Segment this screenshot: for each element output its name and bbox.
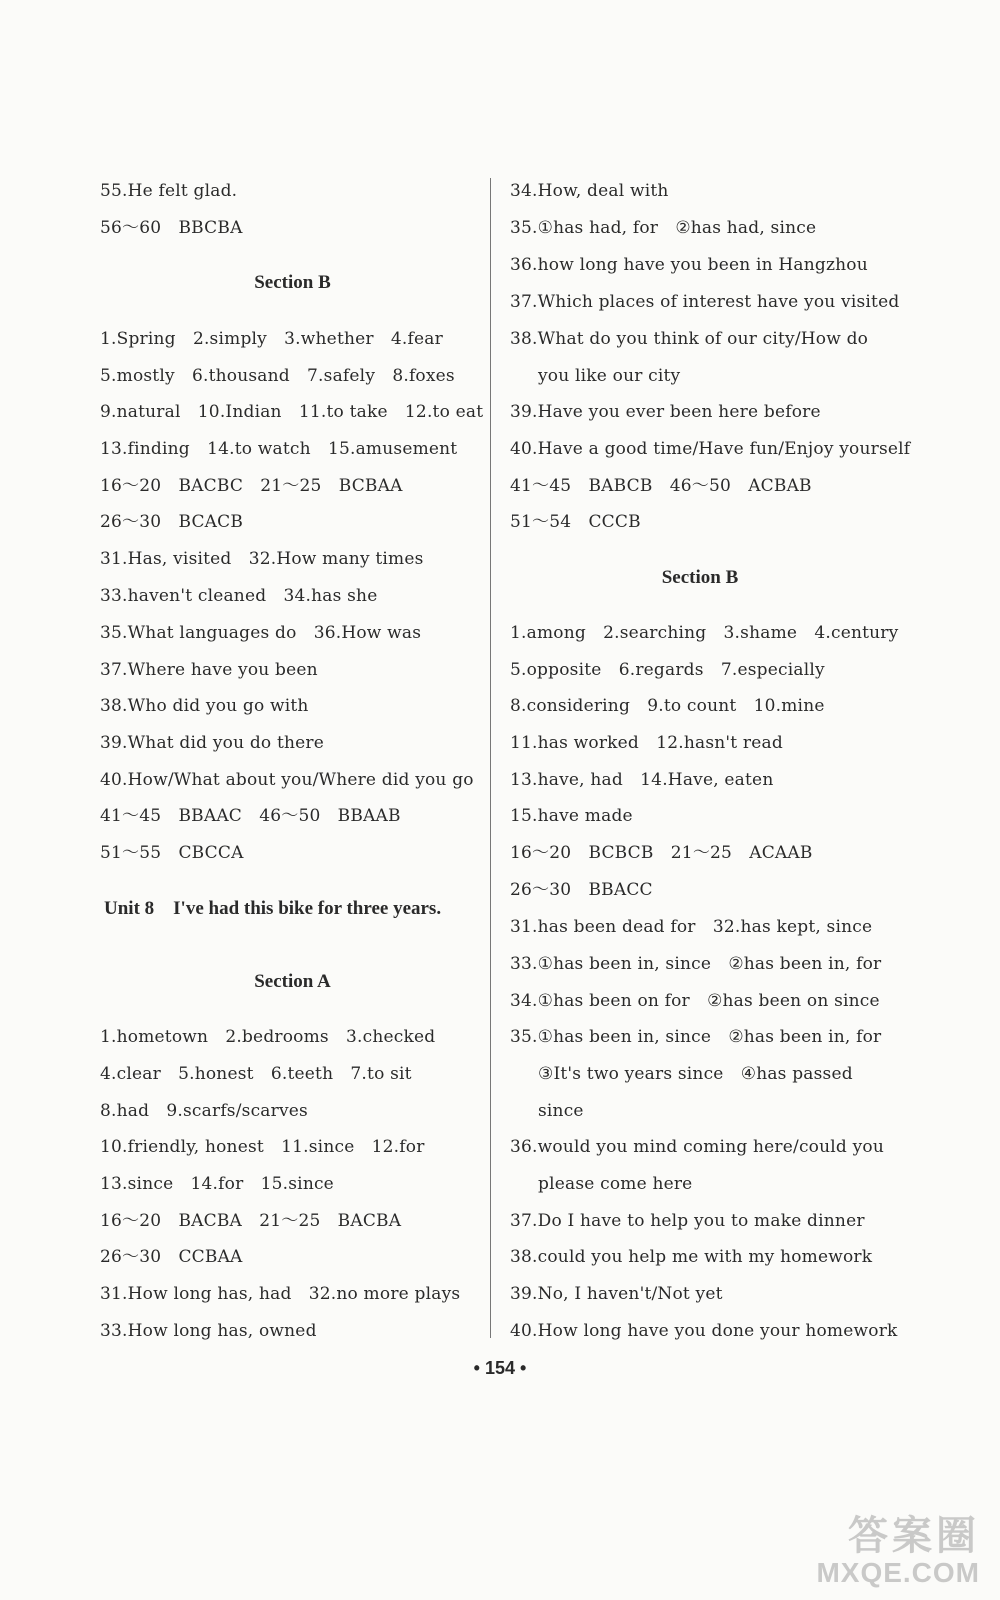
section-heading: Section B (661, 567, 739, 588)
answer-line: 38.could you help me with my homework (510, 1247, 873, 1267)
answer-line: 8.had 9.scarfs/scarves (100, 1101, 308, 1121)
answer-line: 34.①has been on for ②has been on since (510, 991, 880, 1011)
answer-line: 38.What do you think of our city/How do (510, 329, 869, 349)
answer-line: 41～45 BBAAC 46～50 BBAAB (100, 806, 401, 826)
answer-line: 4.clear 5.honest 6.teeth 7.to sit (100, 1064, 412, 1084)
answer-line: please come here (538, 1174, 693, 1194)
answer-line: 5.mostly 6.thousand 7.safely 8.foxes (100, 366, 455, 386)
answer-line: 33.How long has, owned (100, 1321, 317, 1341)
answer-line: 31.How long has, had 32.no more plays (100, 1284, 461, 1304)
answer-line: 9.natural 10.Indian 11.to take 12.to eat (100, 402, 484, 422)
watermark-logo (816, 1514, 980, 1588)
answer-line: 33.haven't cleaned 34.has she (100, 586, 378, 606)
answer-line: since (538, 1101, 584, 1121)
answer-line: 40.How/What about you/Where did you go (100, 770, 474, 790)
answer-line: 15.have made (510, 806, 633, 826)
answer-line: 40.Have a good time/Have fun/Enjoy yourself (510, 439, 911, 459)
answer-line: 37.Where have you been (100, 660, 318, 680)
answer-line: 26～30 BCACB (100, 512, 244, 532)
answer-line: 37.Which places of interest have you visited (510, 292, 900, 312)
answer-line: 13.finding 14.to watch 15.amusement (100, 439, 458, 459)
answer-line: 35.What languages do 36.How was (100, 623, 422, 643)
answer-line: 13.have, had 14.Have, eaten (510, 770, 774, 790)
answer-line: 1.among 2.searching 3.shame 4.century (510, 623, 899, 643)
answer-line: 36.how long have you been in Hangzhou (510, 255, 868, 275)
column-divider (490, 178, 491, 1338)
answer-line: 36.would you mind coming here/could you (510, 1137, 884, 1157)
answer-line: 39.No, I haven't/Not yet (510, 1284, 723, 1304)
answer-line: 13.since 14.for 15.since (100, 1174, 334, 1194)
answer-line: ③It's two years since ④has passed (538, 1064, 853, 1084)
answer-line: 35.①has been in, since ②has been in, for (510, 1027, 882, 1047)
answer-line: 51～54 CCCB (510, 512, 641, 532)
answer-line: 33.①has been in, since ②has been in, for (510, 954, 882, 974)
answer-line: 31.has been dead for 32.has kept, since (510, 917, 873, 937)
answer-line: 8.considering 9.to count 10.mine (510, 696, 825, 716)
answer-line: 37.Do I have to help you to make dinner (510, 1211, 865, 1231)
answer-line: 26～30 BBACC (510, 880, 653, 900)
answer-line: 38.Who did you go with (100, 696, 309, 716)
answer-line: you like our city (538, 366, 681, 386)
answer-line: 5.opposite 6.regards 7.especially (510, 660, 825, 680)
watermark-cn: 答案圈 (848, 1514, 980, 1558)
answer-line: 39.Have you ever been here before (510, 402, 821, 422)
answer-line: 35.①has had, for ②has had, since (510, 218, 817, 238)
answer-line: 16～20 BACBA 21～25 BACBA (100, 1211, 402, 1231)
answer-line: 39.What did you do there (100, 733, 324, 753)
section-heading: Section B (254, 272, 331, 293)
answer-line: 56～60 BBCBA (100, 218, 243, 238)
watermark-en: MXQE.COM (816, 1557, 980, 1588)
answer-line: 1.Spring 2.simply 3.whether 4.fear (100, 329, 443, 349)
answer-line: 11.has worked 12.hasn't read (510, 733, 783, 753)
page-number: • 154 • (473, 1358, 527, 1378)
answer-line: 26～30 CCBAA (100, 1247, 243, 1267)
answer-line: 51～55 CBCCA (100, 843, 244, 863)
answer-line: 41～45 BABCB 46～50 ACBAB (510, 476, 812, 496)
answer-line: 16～20 BCBCB 21～25 ACAAB (510, 843, 813, 863)
answer-line: 40.How long have you done your homework (510, 1321, 898, 1341)
section-heading: Section A (254, 971, 331, 992)
answer-line: 1.hometown 2.bedrooms 3.checked (100, 1027, 436, 1047)
answer-line: 31.Has, visited 32.How many times (100, 549, 424, 569)
answer-line: 10.friendly, honest 11.since 12.for (100, 1137, 425, 1157)
unit-heading: Unit 8 I've had this bike for three years. (104, 898, 442, 919)
answer-line: 16～20 BACBC 21～25 BCBAA (100, 476, 403, 496)
answer-line: 34.How, deal with (510, 181, 669, 201)
answer-line: 55.He felt glad. (100, 181, 238, 201)
